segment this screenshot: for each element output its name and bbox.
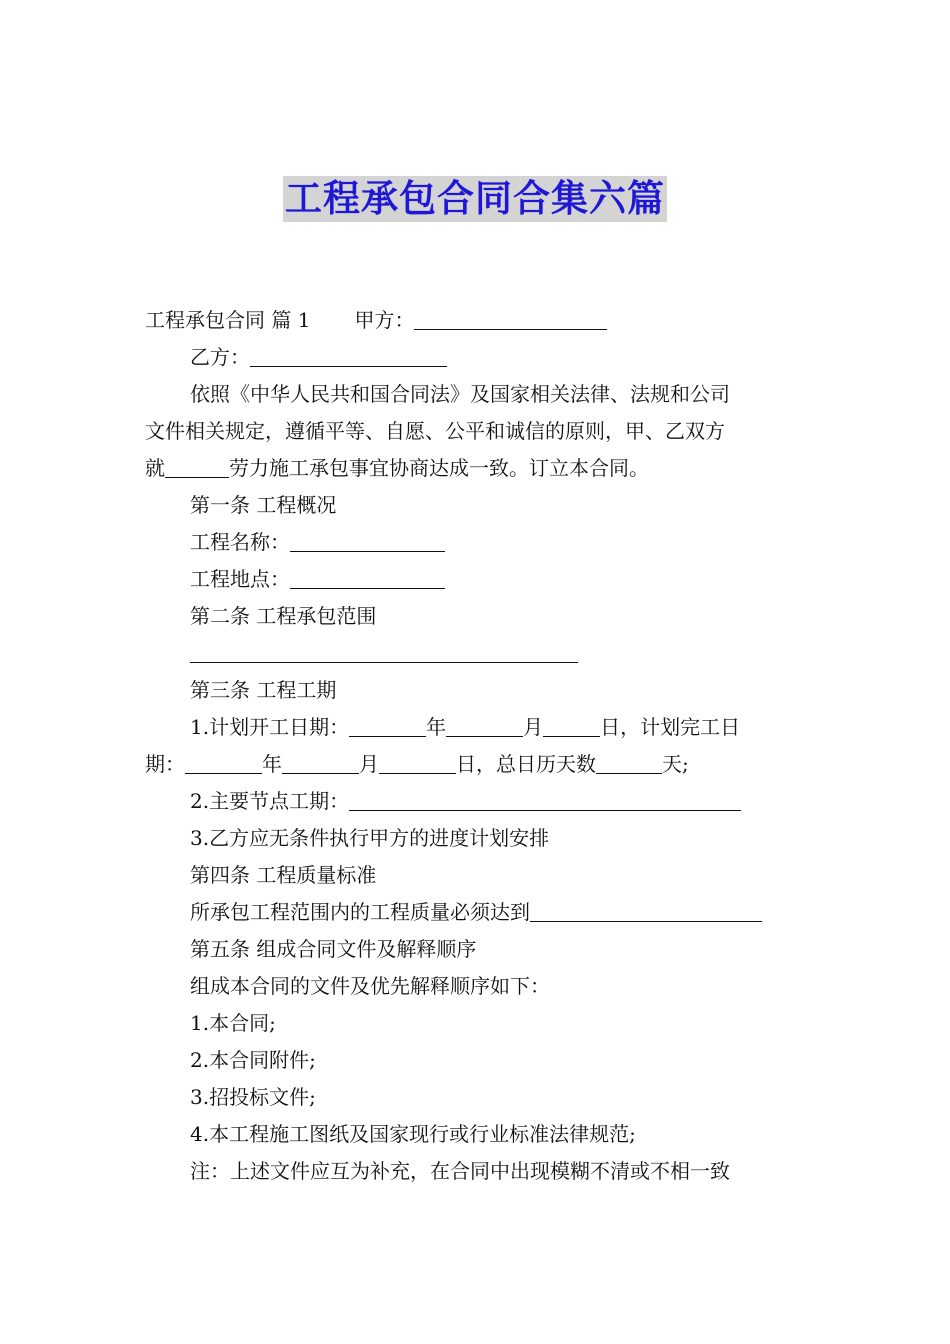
quality-blank [530, 901, 762, 922]
project-blank [165, 457, 229, 478]
order-item-1: 1.本合同; [190, 1011, 276, 1035]
party-b-blank [250, 346, 447, 367]
total-days-label: 日，总日历天数 [456, 752, 596, 776]
start-year-blank [349, 716, 426, 737]
start-year-unit: 年 [426, 715, 447, 739]
document-body [145, 302, 807, 1190]
contract-lead: 工程承包合同 篇 1 [145, 308, 311, 332]
note-line: 注：上述文件应互为补充，在合同中出现模糊不清或不相一致 [190, 1159, 730, 1183]
start-day-blank [543, 716, 600, 737]
schedule-line-1 [145, 709, 807, 746]
document-title: 工程承包合同合集六篇 [285, 177, 665, 220]
contract-heading-line [145, 302, 807, 339]
end-year-blank [185, 753, 262, 774]
preamble-line-3-end: 劳力施工承包事宜协商达成一致。订立本合同。 [229, 456, 649, 480]
milestone-label: 2.主要节点工期： [190, 789, 350, 813]
article-4-heading: 第四条 工程质量标准 [190, 863, 377, 887]
end-month-unit: 月 [359, 752, 379, 776]
project-site-line [145, 561, 807, 598]
article-5-heading: 第五条 组成合同文件及解释顺序 [190, 937, 477, 961]
order-intro: 组成本合同的文件及优先解释顺序如下： [190, 974, 550, 998]
project-name-label: 工程名称： [190, 530, 290, 554]
project-name-blank [290, 531, 445, 552]
preamble-line-2: 文件相关规定，遵循平等、自愿、公平和诚信的原则，甲、乙双方 [145, 419, 725, 443]
scope-line [145, 635, 807, 672]
project-site-blank [290, 568, 445, 589]
project-name-line [145, 524, 807, 561]
days-unit: 天; [662, 752, 689, 776]
order-item-3: 3.招投标文件; [190, 1085, 316, 1109]
schedule-obligation: 3.乙方应无条件执行甲方的进度计划安排 [190, 826, 550, 850]
order-item-4: 4.本工程施工图纸及国家现行或行业标准法律规范; [190, 1122, 636, 1146]
start-month-blank [446, 716, 523, 737]
end-year-unit: 年 [262, 752, 282, 776]
quality-label: 所承包工程范围内的工程质量必须达到 [190, 900, 530, 924]
party-a-label: 甲方： [354, 308, 415, 332]
article-2-heading: 第二条 工程承包范围 [190, 604, 377, 628]
title-wrap [0, 176, 950, 222]
preamble-line-3 [145, 450, 807, 487]
party-b-line [145, 339, 807, 376]
schedule-line-2 [145, 746, 807, 783]
quality-line [145, 894, 807, 931]
project-site-label: 工程地点： [190, 567, 290, 591]
party-a-blank [414, 309, 607, 330]
preamble-line-1: 依照《中华人民共和国合同法》及国家相关法律、法规和公司 [190, 382, 730, 406]
end-date-label-cont: 期： [145, 752, 185, 776]
preamble-line-3-start: 就 [145, 456, 165, 480]
scope-blank [190, 642, 578, 663]
party-b-label: 乙方： [190, 345, 250, 369]
article-1-heading: 第一条 工程概况 [190, 493, 337, 517]
end-month-blank [282, 753, 359, 774]
order-item-2: 2.本合同附件; [190, 1048, 316, 1072]
start-month-unit: 月 [523, 715, 544, 739]
end-day-blank [379, 753, 456, 774]
milestone-blank [349, 790, 741, 811]
end-date-label: 日，计划完工日 [600, 715, 741, 739]
start-date-label: 1.计划开工日期： [190, 715, 350, 739]
milestone-line [145, 783, 807, 820]
article-3-heading: 第三条 工程工期 [190, 678, 337, 702]
total-days-blank [596, 753, 662, 774]
